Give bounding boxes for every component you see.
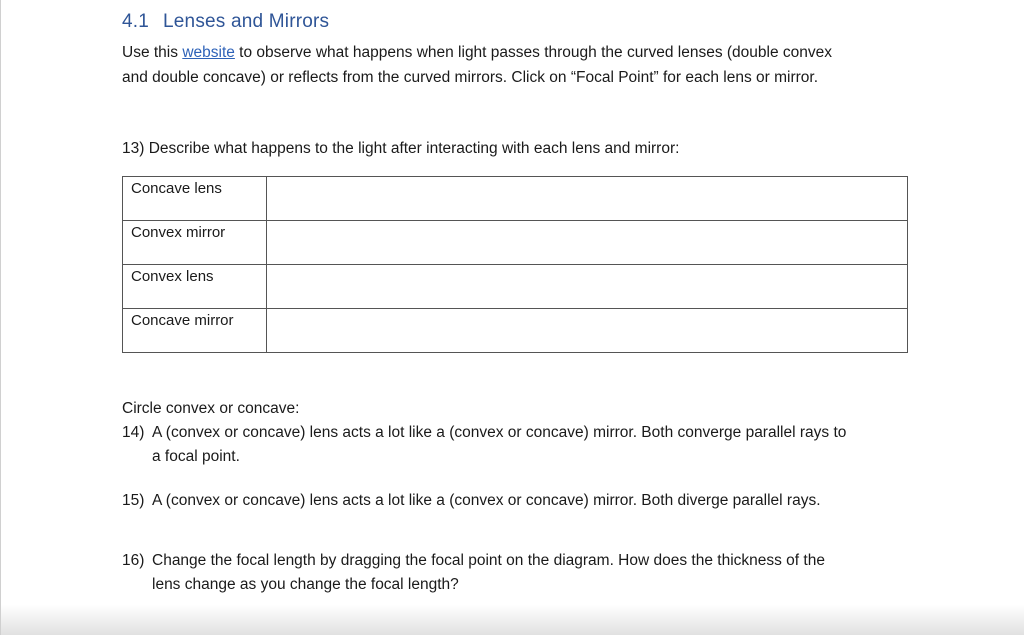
intro-text-line1: to observe what happens when light passes through the curved lenses (double convex — [234, 44, 833, 61]
answer-table — [122, 176, 908, 353]
circle-instruction: Circle convex or concave: — [122, 400, 300, 417]
table-row — [123, 177, 908, 221]
intro-paragraph — [122, 40, 922, 90]
intro-text-start: Use this — [122, 44, 183, 61]
question-text-line2: lens change as you change the focal length? — [152, 576, 459, 593]
website-link[interactable]: website — [182, 44, 235, 61]
answer-cell[interactable] — [267, 177, 908, 221]
question-15 — [122, 489, 922, 513]
row-label: Convex mirror — [123, 221, 267, 265]
question-number: 15) — [122, 492, 145, 509]
intro-text-line2: and double concave) or reflects from the curved mirrors. Click on “Focal Point” for each lens or mirror. — [122, 69, 819, 86]
table-row — [123, 309, 908, 353]
question-text-line2: a focal point. — [152, 448, 240, 465]
answer-cell[interactable] — [267, 265, 908, 309]
row-label: Concave lens — [123, 177, 267, 221]
question-16 — [122, 549, 922, 597]
question-text-line1: A (convex or concave) lens acts a lot like a (convex or concave) mirror. Both converge parallel rays to — [152, 424, 847, 441]
row-label: Concave mirror — [123, 309, 267, 353]
page-bottom-shadow — [1, 605, 1024, 635]
section-number: 4.1 — [122, 11, 150, 32]
table-row — [123, 265, 908, 309]
section-title: Lenses and Mirrors — [163, 11, 330, 32]
question-13: 13) Describe what happens to the light after interacting with each lens and mirror: — [122, 140, 680, 157]
question-number: 16) — [122, 552, 145, 569]
answer-cell[interactable] — [267, 309, 908, 353]
question-number: 14) — [122, 424, 145, 441]
table-row — [123, 221, 908, 265]
answer-cell[interactable] — [267, 221, 908, 265]
section-heading — [122, 11, 329, 33]
question-14 — [122, 421, 922, 469]
row-label: Convex lens — [123, 265, 267, 309]
question-text-line1: Change the focal length by dragging the focal point on the diagram. How does the thickness of the — [152, 552, 825, 569]
question-text-line1: A (convex or concave) lens acts a lot like a (convex or concave) mirror. Both diverge parallel rays. — [152, 492, 821, 509]
